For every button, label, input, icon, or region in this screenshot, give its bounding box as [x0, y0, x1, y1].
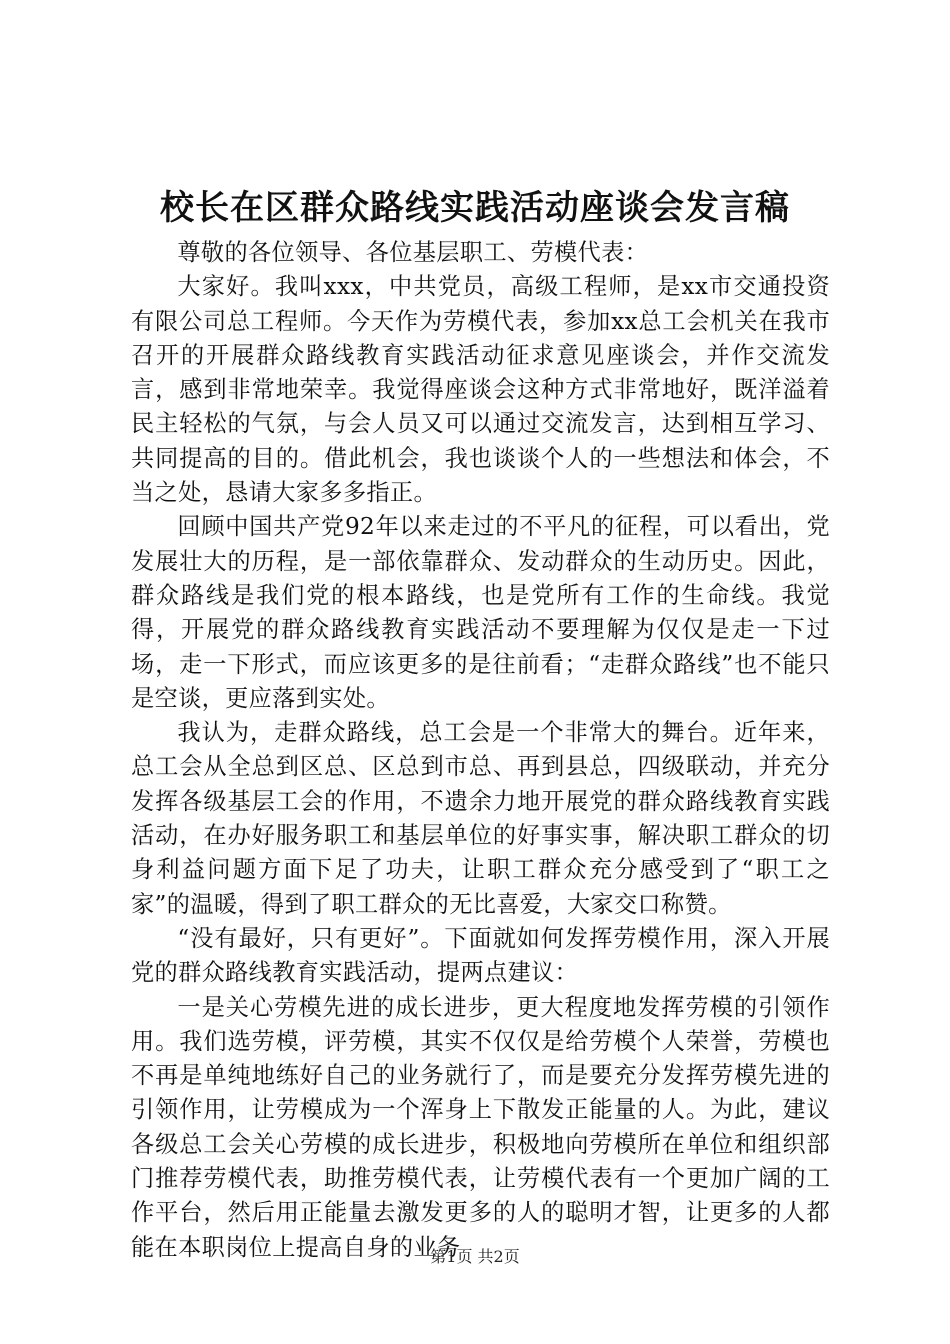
page-number-footer: 第1页 共2页 [430, 1247, 520, 1266]
body-paragraph: 回顾中国共产党92年以来走过的不平凡的征程，可以看出，党发展壮大的历程，是一部依靠群众、发动群众的生动历史。因此，群众路线是我们党的根本路线，也是党所有工作的生命线。我觉得，开展党的群众路线教育实践活动不要理解为仅仅是走一下过场，走一下形式，而应该更多的是往前看；“走群众路线”也不能只是空谈，更应落到实处。 [131, 513, 830, 712]
body-paragraph: 一是关心劳模先进的成长进步，更大程度地发挥劳模的引领作用。我们选劳模，评劳模，其实不仅仅是给劳模个人荣誉，劳模也不再是单纯地练好自己的业务就行了，而是要充分发挥劳模先进的引领作用，让劳模成为一个浑身上下散发正能量的人。为此，建议各级总工会关心劳模的成长进步，积极地向劳模所在单位和组织部门推荐劳模代表，助推劳模代表，让劳模代表有一个更加广阔的工作平台，然后用正能量去激发更多的人的聪明才智，让更多的人都能在本职岗位上提高自身的业务 [131, 993, 830, 1261]
body-paragraph: “没有最好，只有更好”。下面就如何发挥劳模作用，深入开展党的群众路线教育实践活动，提两点建议： [131, 924, 830, 987]
body-paragraph: 我认为，走群众路线，总工会是一个非常大的舞台。近年来，总工会从全总到区总、区总到市总、再到县总，四级联动，并充分发挥各级基层工会的作用，不遗余力地开展党的群众路线教育实践活动，在办好服务职工和基层单位的好事实事，解决职工群众的切身利益问题方面下足了功夫，让职工群众充分感受到了“职工之家”的温暖，得到了职工群众的无比喜爱，大家交口称赞。 [131, 719, 830, 918]
document-title: 校长在区群众路线实践活动座谈会发言稿 [160, 188, 790, 228]
body-paragraph: 大家好。我叫xxx，中共党员，高级工程师，是xx市交通投资有限公司总工程师。今天作为劳模代表，参加xx总工会机关在我市召开的开展群众路线教育实践活动征求意见座谈会，并作交流发言，感到非常地荣幸。我觉得座谈会这种方式非常地好，既洋溢着民主轻松的气氛，与会人员又可以通过交流发言，达到相互学习、共同提高的目的。借此机会，我也谈谈个人的一些想法和体会，不当之处，恳请大家多多指正。 [131, 273, 830, 507]
salutation-paragraph: 尊敬的各位领导、各位基层职工、劳模代表： [177, 239, 649, 266]
document-body [131, 236, 830, 1265]
